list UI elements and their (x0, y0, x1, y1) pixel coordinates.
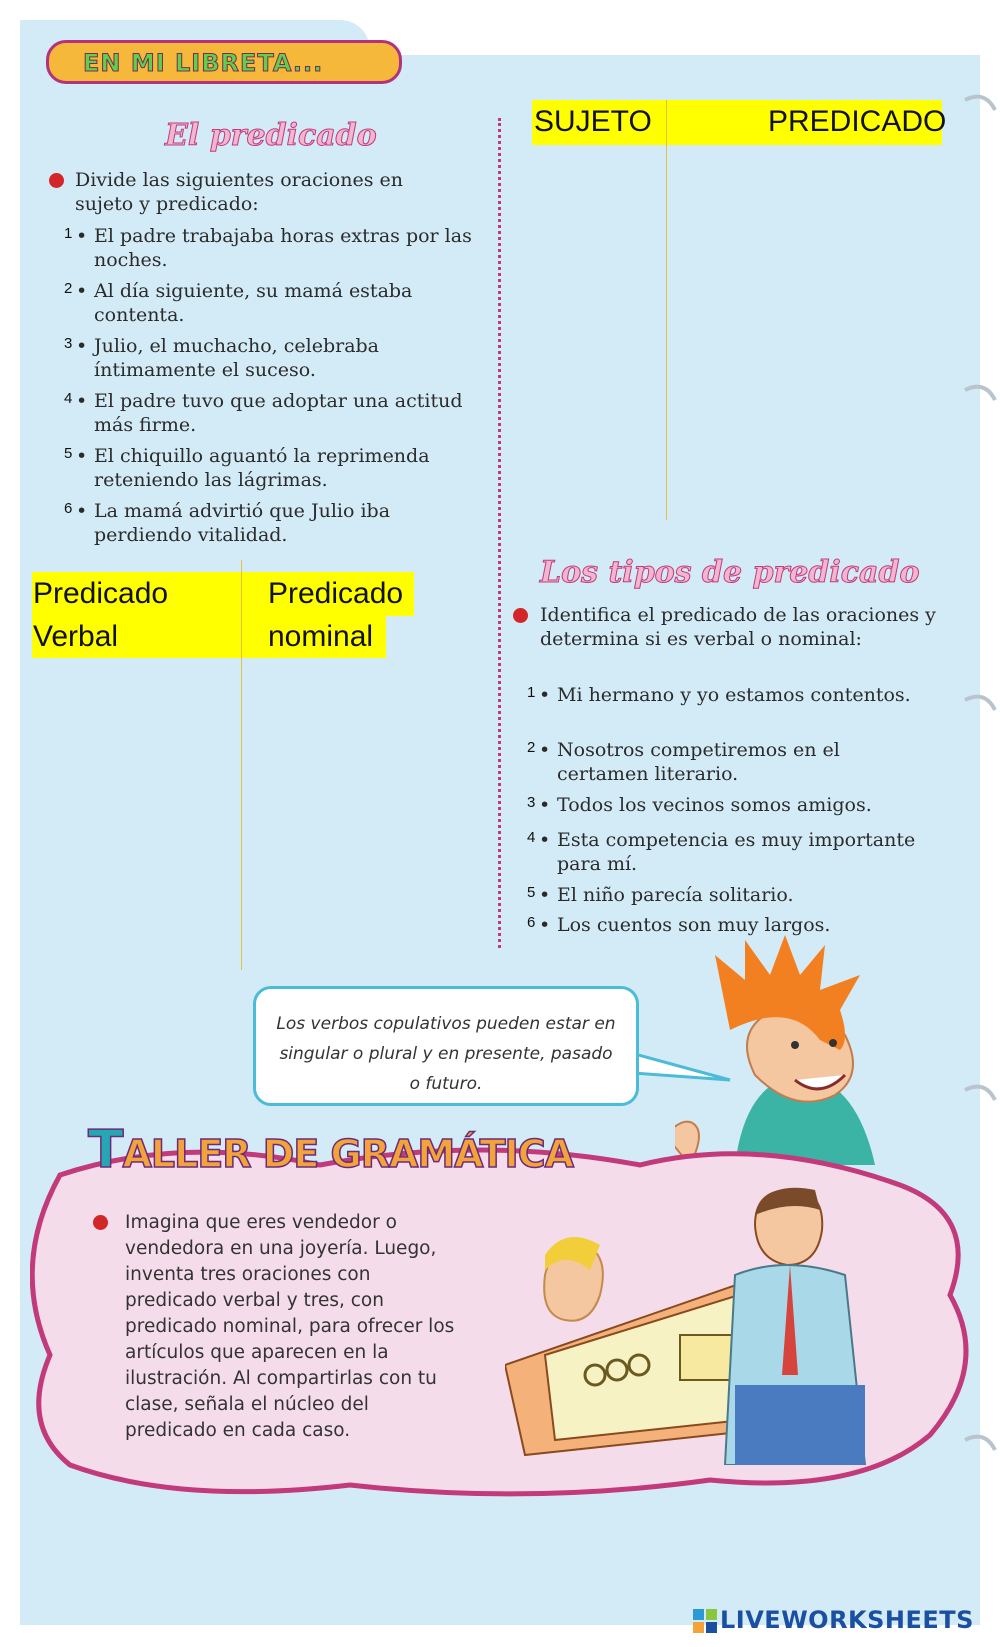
tipos-column-divider (241, 560, 242, 970)
taller-title: TALLER DE GRAMÁTICA (88, 1120, 573, 1180)
item-number: 2 (64, 280, 73, 297)
sujeto-header: SUJETO (534, 105, 652, 138)
verbal-header-line2: Verbal (33, 620, 119, 653)
verbal-header-line1: Predicado (33, 577, 169, 610)
item-text: El padre tuvo que adoptar una actitud más firme. (94, 390, 463, 436)
list-item (527, 683, 937, 733)
list-item (64, 389, 484, 439)
item-number: 1 (64, 225, 73, 242)
item-number: 5 (64, 445, 73, 462)
bullet-icon (513, 608, 528, 623)
item-number: 1 (527, 684, 536, 701)
nominal-header-line1: Predicado (268, 577, 404, 610)
bullet-icon: • (539, 794, 551, 816)
item-number: 6 (527, 914, 536, 931)
item-text: El niño parecía solitario. (557, 884, 794, 906)
bullet-icon: • (539, 829, 551, 851)
liveworksheets-logo-icon (693, 1609, 717, 1633)
bullet-icon: • (539, 884, 551, 906)
bullet-icon: • (539, 684, 551, 706)
speech-bubble (253, 986, 639, 1106)
predicado-instruction: Divide las siguientes oraciones en sujeto y predicado: (75, 169, 403, 215)
item-number: 4 (64, 390, 73, 407)
item-text: Al día siguiente, su mamá estaba contenta. (94, 280, 413, 326)
libreta-banner (46, 40, 402, 84)
bullet-icon: • (76, 445, 88, 467)
taller-instruction: Imagina que eres vendedor o vendedora en una joyería. Luego, inventa tres oraciones con predicado verbal y tres, con predicado nominal, para ofrecer los artículos que aparecen en la ilustración. Al compartirlas con tu clase, señala el núcleo del predicado en cada caso. (125, 1212, 455, 1441)
item-text: Nosotros competiremos en el certamen literario. (557, 739, 840, 785)
item-text: Los cuentos son muy largos. (557, 914, 831, 936)
bullet-icon: • (76, 500, 88, 522)
list-item (64, 499, 484, 549)
item-text: El chiquillo aguantó la reprimenda reteniendo las lágrimas. (94, 445, 430, 491)
bullet-icon: • (76, 335, 88, 357)
list-item (64, 279, 484, 329)
list-item (527, 828, 937, 878)
item-number: 4 (527, 829, 536, 846)
bullet-icon (93, 1215, 108, 1230)
item-number: 3 (527, 794, 536, 811)
bullet-icon: • (76, 390, 88, 412)
list-item (64, 334, 484, 384)
item-number: 3 (64, 335, 73, 352)
bullet-icon (49, 173, 64, 188)
item-number: 6 (64, 500, 73, 517)
item-text: Esta competencia es muy importante para mí. (557, 829, 916, 875)
jewelry-shop-illustration (505, 1185, 905, 1465)
column-divider (498, 118, 501, 948)
bullet-icon: • (539, 914, 551, 936)
tipos-title: Los tipos de predicado (540, 555, 920, 590)
predicado-header: PREDICADO (768, 105, 947, 138)
sujeto-column-divider (666, 100, 667, 520)
item-text: El padre trabajaba horas extras por las noches. (94, 225, 472, 271)
item-text: Todos los vecinos somos amigos. (557, 794, 872, 816)
item-text: La mamá advirtió que Julio iba perdiendo vitalidad. (94, 500, 391, 546)
banner-title: EN MI LIBRETA... (83, 49, 324, 77)
bullet-icon: • (539, 739, 551, 761)
list-item (64, 224, 484, 274)
item-text: Julio, el muchacho, celebraba íntimamente el suceso. (94, 335, 380, 381)
item-number: 5 (527, 884, 536, 901)
bullet-icon: • (76, 280, 88, 302)
item-number: 2 (527, 739, 536, 756)
nominal-header-line2: nominal (268, 620, 374, 653)
speech-text: Los verbos copulativos pueden estar en singular o plural y en presente, pasado o futuro. (276, 1014, 616, 1094)
list-item (64, 444, 484, 494)
list-item (527, 738, 937, 788)
tipos-instruction: Identifica el predicado de las oraciones y determina si es verbal o nominal: (540, 604, 936, 650)
liveworksheets-logo[interactable]: LIVEWORKSHEETS (720, 1606, 974, 1634)
bullet-icon: • (76, 225, 88, 247)
predicado-title: El predicado (165, 118, 377, 153)
item-text: Mi hermano y yo estamos contentos. (557, 684, 911, 706)
